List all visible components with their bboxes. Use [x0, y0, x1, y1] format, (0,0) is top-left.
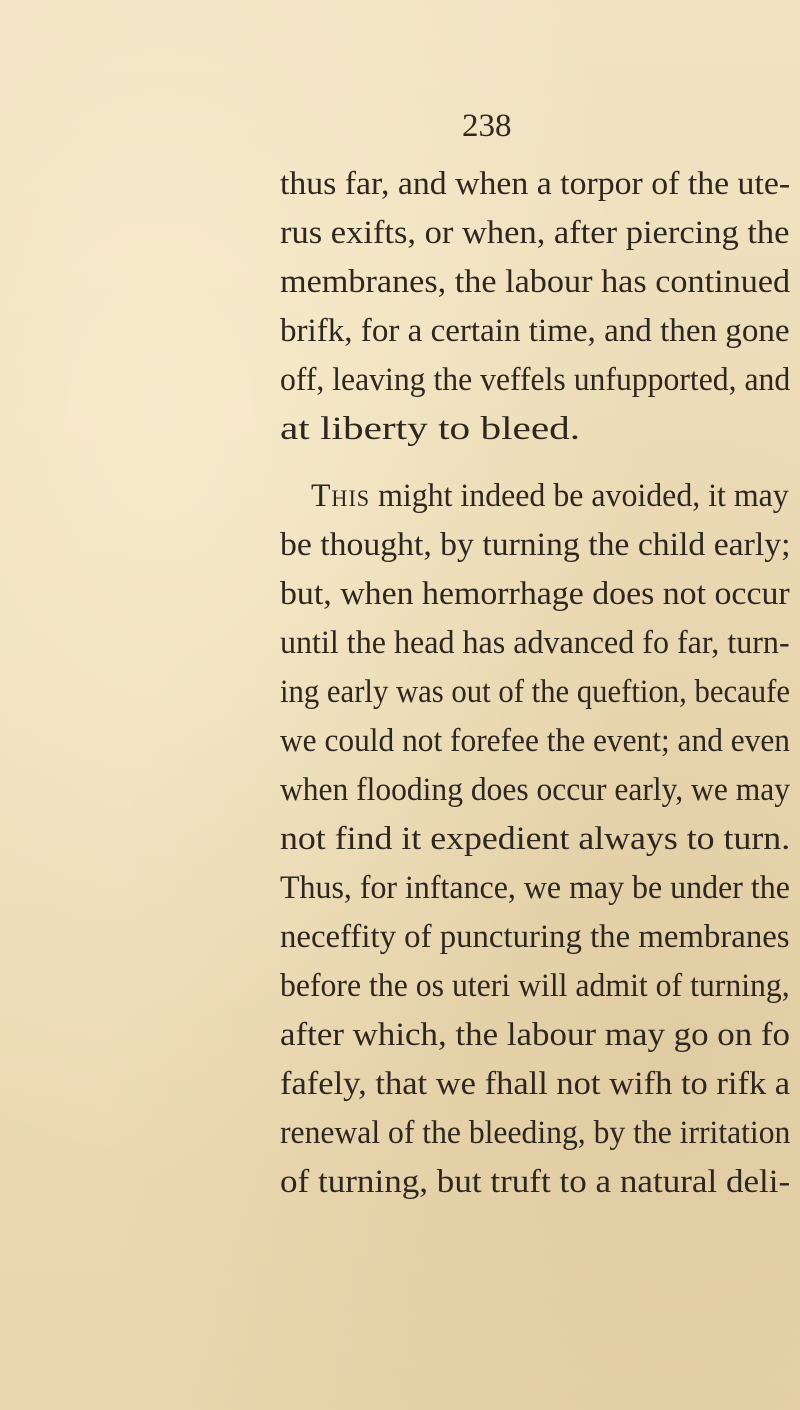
text-line: membranes, the labour has continued [280, 264, 791, 300]
text-line: at liberty to bleed. [280, 411, 581, 447]
text-line: Thus, for inftance, we may be under the [280, 870, 790, 906]
text-line: fafely, that we fhall not wifh to rifk a [280, 1066, 791, 1102]
text-line: but, when hemorrhage does not occur [280, 576, 790, 612]
text-line: before the os uteri will admit of turning, [280, 968, 790, 1004]
text-line: brifk, for a certain time, and then gone [280, 313, 790, 349]
text-line: rus exifts, or when, after piercing the [280, 215, 790, 251]
text-line: after which, the labour may go on fo [280, 1017, 791, 1053]
paragraph-first-line-rest: might indeed be avoided, it may [370, 478, 789, 514]
page-number: 238 [462, 108, 512, 144]
paragraph-start-line [311, 478, 789, 515]
text-line: neceffity of puncturing the membranes [280, 919, 790, 955]
text-line: thus far, and when a torpor of the ute- [280, 166, 791, 202]
text-line: we could not forefee the event; and even [280, 723, 791, 759]
text-line: until the head has advanced fo far, turn- [280, 625, 790, 661]
text-line: be thought, by turning the child early; [280, 527, 791, 563]
text-line: not find it expedient always to turn. [280, 821, 791, 857]
paragraph-first-word: This [311, 478, 371, 514]
text-line: ing early was out of the queftion, becaufe [280, 674, 790, 710]
text-line: off, leaving the veffels unfupported, and [280, 362, 791, 398]
text-line: when flooding does occur early, we may [280, 772, 790, 808]
text-line: renewal of the bleeding, by the irritation [280, 1115, 791, 1151]
text-line: of turning, but truft to a natural deli- [280, 1164, 791, 1200]
